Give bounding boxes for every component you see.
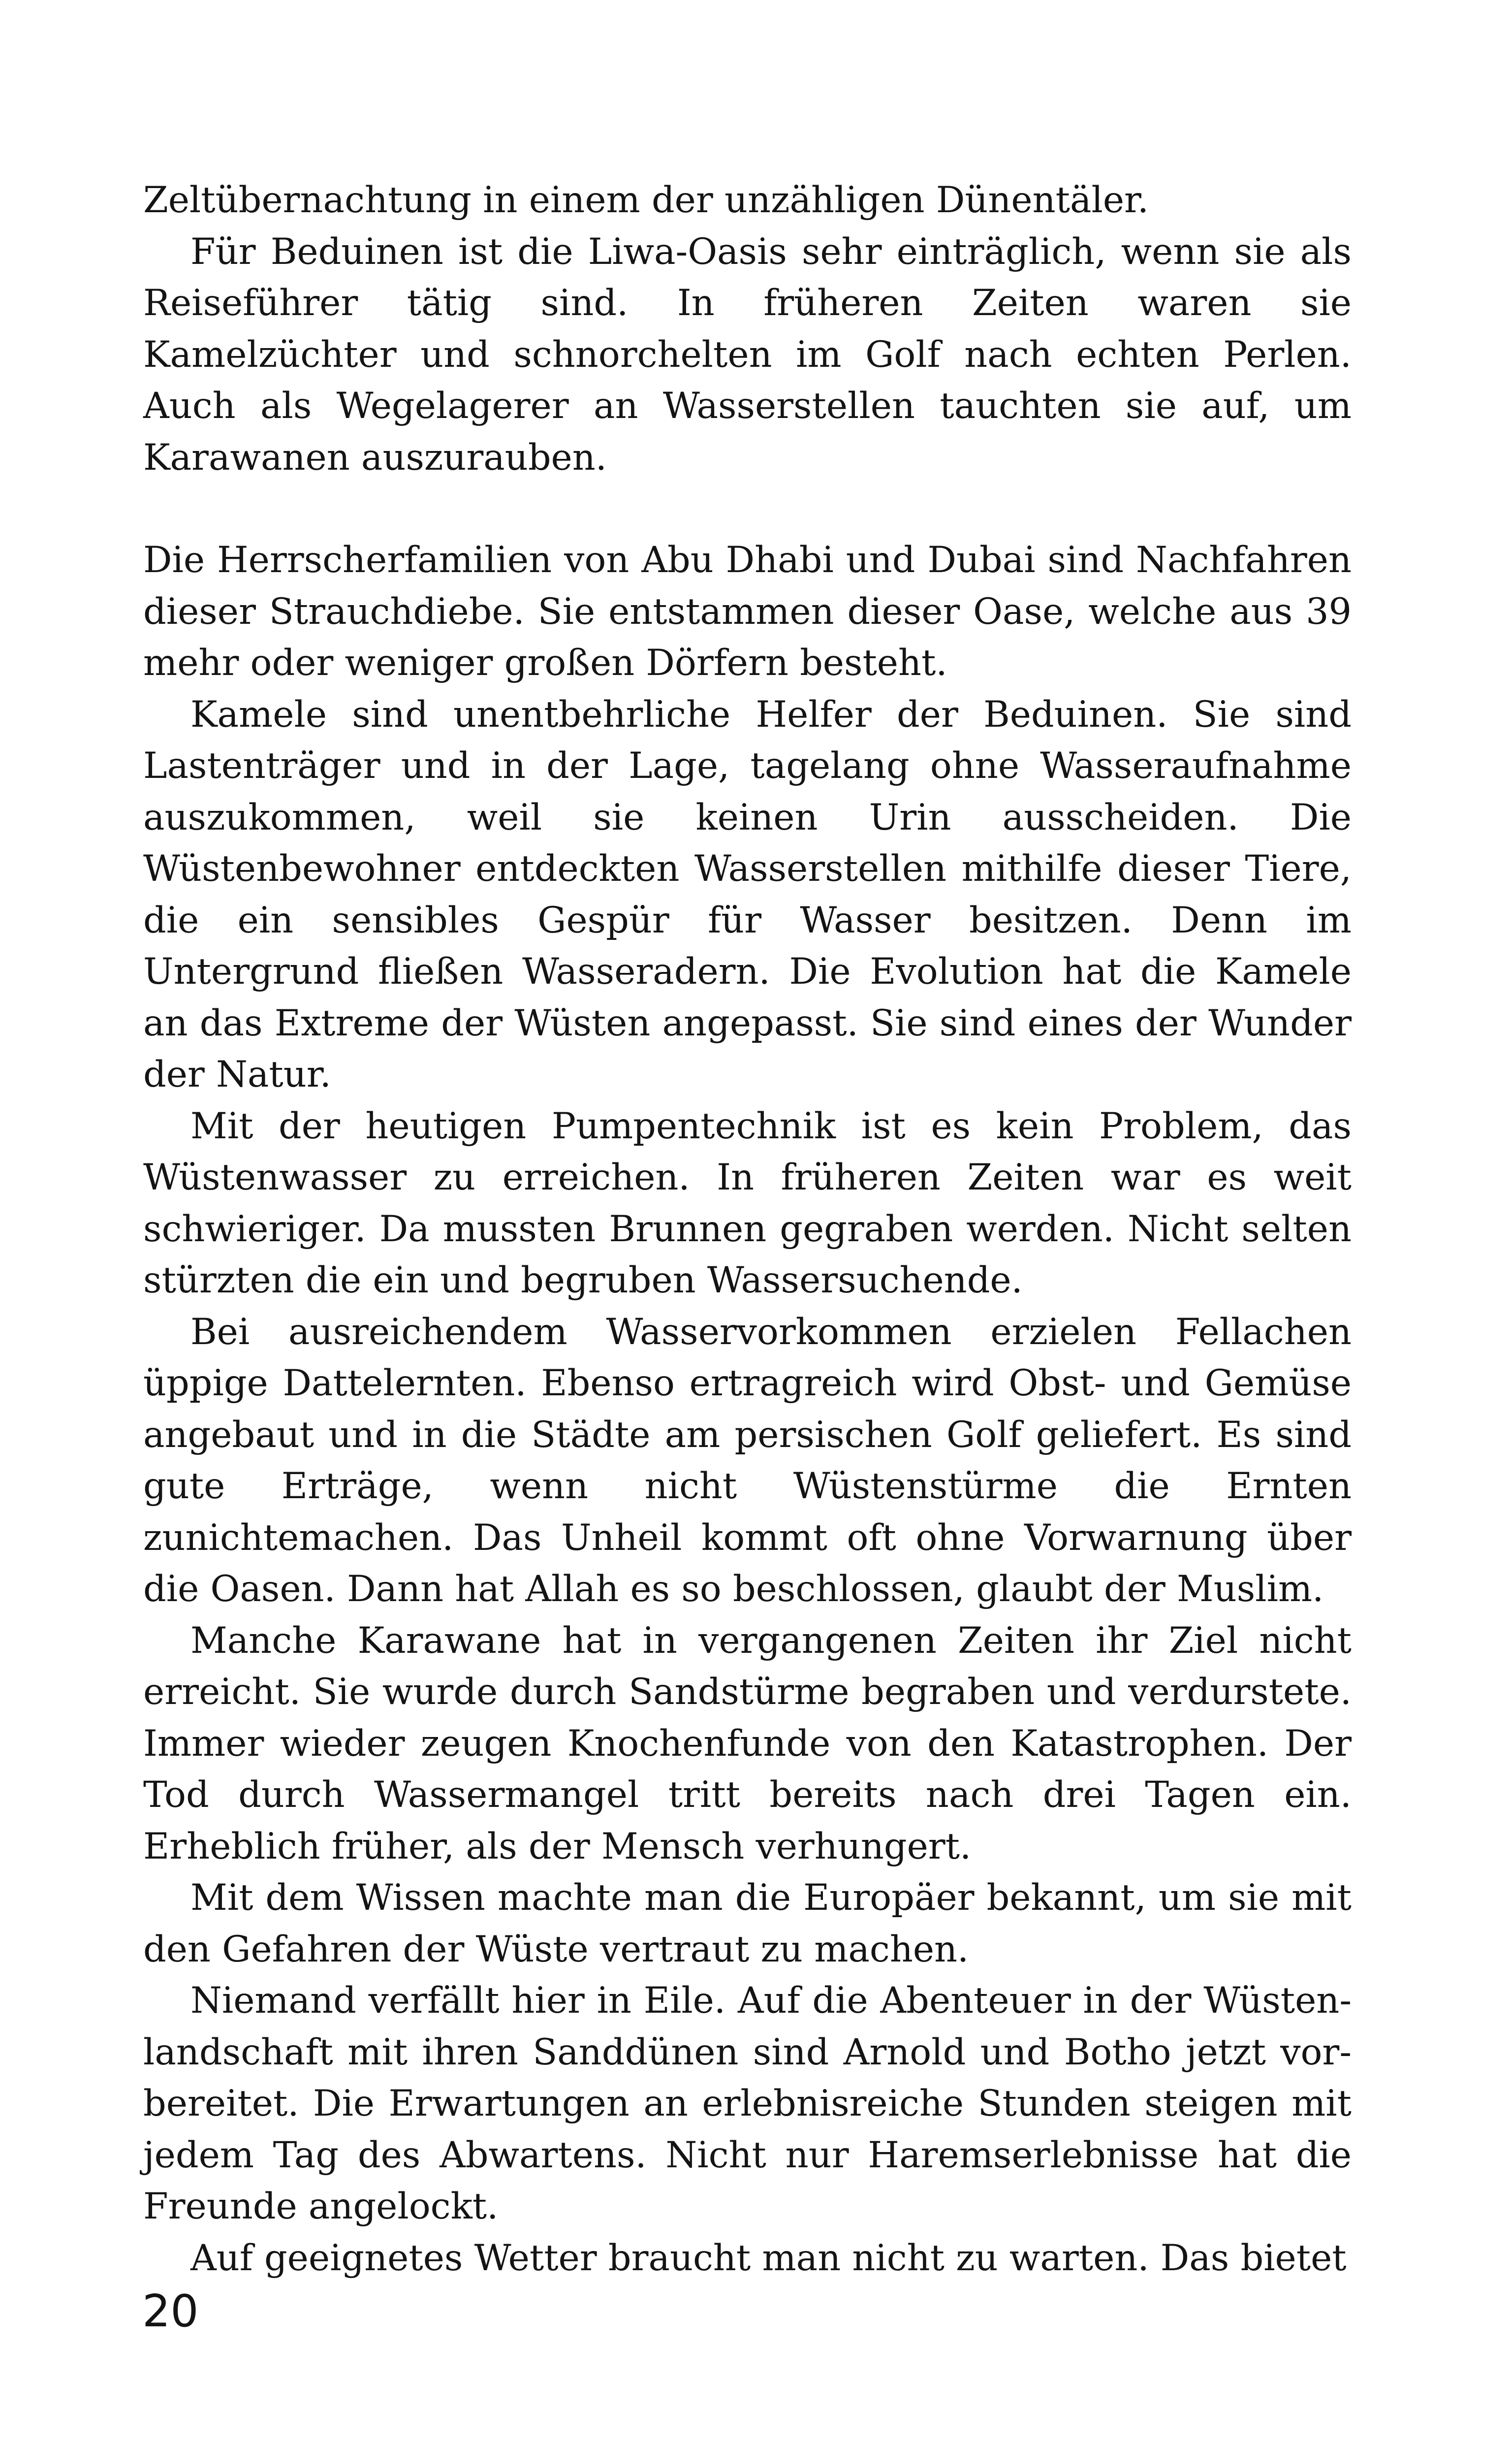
paragraph-6: Bei ausreichendem Wasservorkommen erzielen Fellachen üppige Dattelernten. Ebenso ertragreich wird Obst- und Gemüse angebaut und in die Städte am persischen Golf geliefert. Es sind gute Erträge, wenn nicht Wüstenstürme die Ernten zunichtemachen. Das Unheil kommt oft ohne Vorwarnung über die Oasen. Dann hat Allah es so beschlossen, glaubt der Muslim. xyxy=(143,1311,1352,1610)
paragraph-10: Auf geeignetes Wetter braucht man nicht zu warten. Das bietet xyxy=(190,2237,1347,2279)
paragraph-3: Die Herrscherfamilien von Abu Dhabi und Dubai sind Nachfahren dieser Strauchdiebe. Sie entstammen dieser Oase, welche aus 39 mehr oder weniger großen Dörfern besteht. xyxy=(143,539,1352,684)
paragraph-4: Kamele sind unentbehrliche Helfer der Beduinen. Sie sind Lastenträger und in der Lage, tagelang ohne Wasseraufnahme auszukommen, weil sie keinen Urin ausscheiden. Die Wüstenbewohner entdeckten Wasserstellen mithilfe dieser Tiere, die ein sensibles Gespür für Wasser besitzen. Denn im Untergrund fließen Wasseradern. Die Evolution hat die Kamele an das Extreme der Wüsten angepasst. Sie sind eines der Wunder der Natur. xyxy=(143,693,1352,1095)
body-text xyxy=(143,175,1352,2284)
paragraph-2: Für Beduinen ist die Liwa-Oasis sehr einträglich, wenn sie als Reiseführer tätig sind. In früheren Zeiten waren sie Kamelzüchter und schnorchelten im Golf nach echten Perlen. Auch als Wegelagerer an Wasserstellen tauchten sie auf, um Karawanen auszurauben. xyxy=(143,230,1352,479)
page-number: 20 xyxy=(142,2285,199,2337)
paragraph-7: Manche Karawane hat in vergangenen Zeiten ihr Ziel nicht erreicht. Sie wurde durch Sandstürme begraben und verdurstete. Immer wieder zeugen Knochenfunde von den Katastrophen. Der Tod durch Wassermangel tritt bereits nach drei Tagen ein. Erheblich früher, als der Mensch verhungert. xyxy=(143,1619,1352,1867)
paragraph-1: Zeltübernachtung in einem der unzähligen Dünentäler. xyxy=(143,179,1149,221)
paragraph-5: Mit der heutigen Pumpentechnik ist es kein Problem, das Wüstenwasser zu erreichen. In früheren Zeiten war es weit schwieriger. Da mussten Brunnen gegraben werden. Nicht selten stürzten die ein und begruben Wassersuchende. xyxy=(143,1105,1352,1301)
paragraph-8: Mit dem Wissen machte man die Europäer bekannt, um sie mit den Gefahren der Wüste vertraut zu machen. xyxy=(143,1877,1352,1970)
paragraph-9: Niemand verfällt hier in Eile. Auf die Abenteuer in der Wüstenlandschaft mit ihren Sanddünen sind Arnold und Botho jetzt vorbereitet. Die Erwartungen an erlebnisreiche Stunden steigen mit jedem Tag des Abwartens. Nicht nur Haremserlebnisse hat die Freunde angelockt. xyxy=(143,1980,1352,2227)
